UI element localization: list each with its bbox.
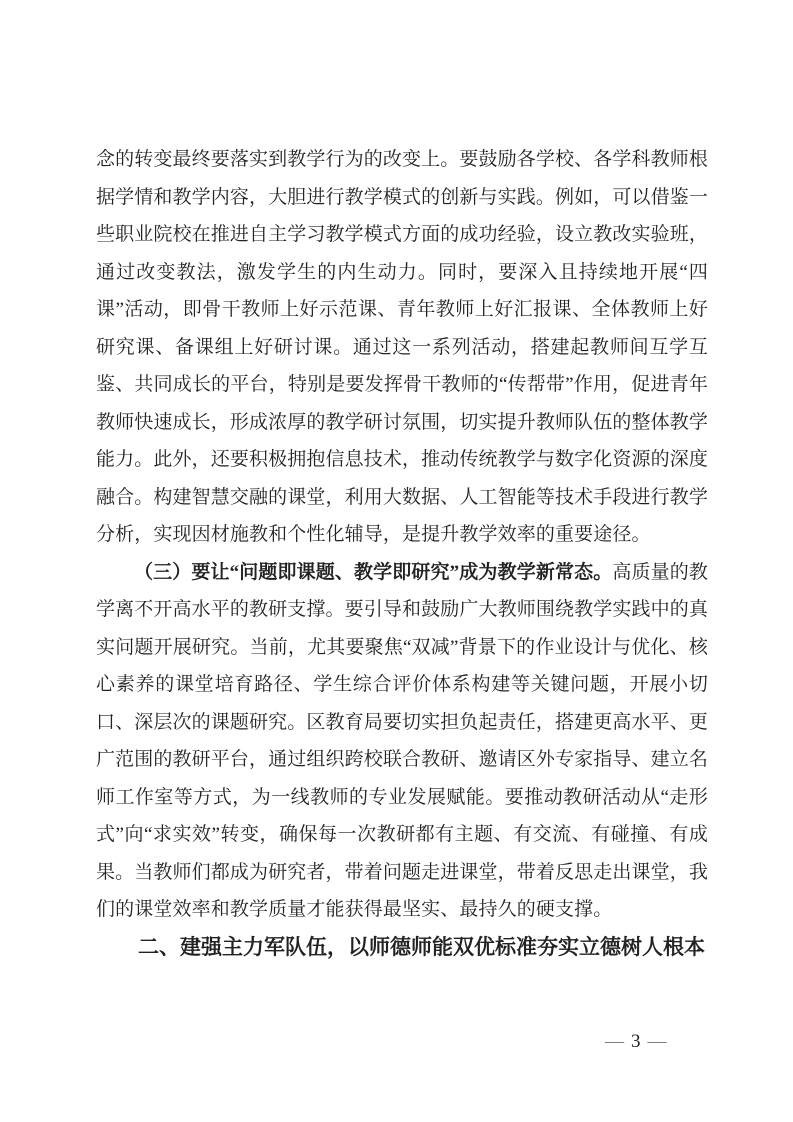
paragraph-section-three: [96, 554, 708, 929]
heading-text: 二、建强主力军队伍，以师德师能双优标准夯实立德树人根本: [138, 935, 705, 959]
page-footer: [598, 1030, 674, 1054]
footer-dash-left: —: [605, 1031, 624, 1052]
document-body: [96, 141, 708, 966]
bold-lead-run: （三）要让“问题即课题、教学即研究”成为教学新常态。: [134, 561, 613, 583]
text-run: 念的转变最终要落实到教学行为的改变上。要鼓励各学校、各学科教师根据学情和教学内容，大胆进行教学模式的创新与实践。例如，可以借鉴一些职业院校在推进自主学习教学模式方面的成功经验，设立教改实验班，通过改变教法，激发学生的内生动力。同时，要深入且持续地开展“四课”活动，即骨干教师上好示范课、青年教师上好汇报课、全体教师上好研究课、备课组上好研讨课。通过这一系列活动，搭建起教师间互学互鉴、共同成长的平台，特别是要发挥骨干教师的“传帮带”作用，促进青年教师快速成长，形成浓厚的教学研讨氛围，切实提升教师队伍的整体教学能力。此外，还要积极拥抱信息技术，推动传统教学与数字化资源的深度融合。构建智慧交融的课堂，利用大数据、人工智能等技术手段进行教学分析，实现因材施教和个性化辅导，是提升教学效率的重要途径。: [96, 149, 709, 545]
footer-dash-right: —: [647, 1031, 667, 1052]
heading-section-two: [96, 929, 708, 967]
paragraph-teaching-reform: [96, 141, 708, 554]
text-run: 高质量的教学离不开高水平的教研支撑。要引导和鼓励广大教师围绕教学实践中的真实问题开展研究。当前，尤其要聚焦“双减”背景下的作业设计与优化、核心素养的课堂培育路径、学生综合评价体系构建等关键问题，开展小切口、深层次的课题研究。区教育局要切实担负起责任，搭建更高水平、更广范围的教研平台，通过组织跨校联合教研、邀请区外专家指导、建立名师工作室等方式，为一线教师的专业发展赋能。要推动教研活动从“走形式”向“求实效”转变，确保每一次教研都有主题、有交流、有碰撞、有成果。当教师们都成为研究者，带着问题走进课堂，带着反思走出课堂，我们的课堂效率和教学质量才能获得最坚实、最持久的硬支撑。: [96, 561, 709, 920]
page-number: 3: [631, 1031, 641, 1052]
